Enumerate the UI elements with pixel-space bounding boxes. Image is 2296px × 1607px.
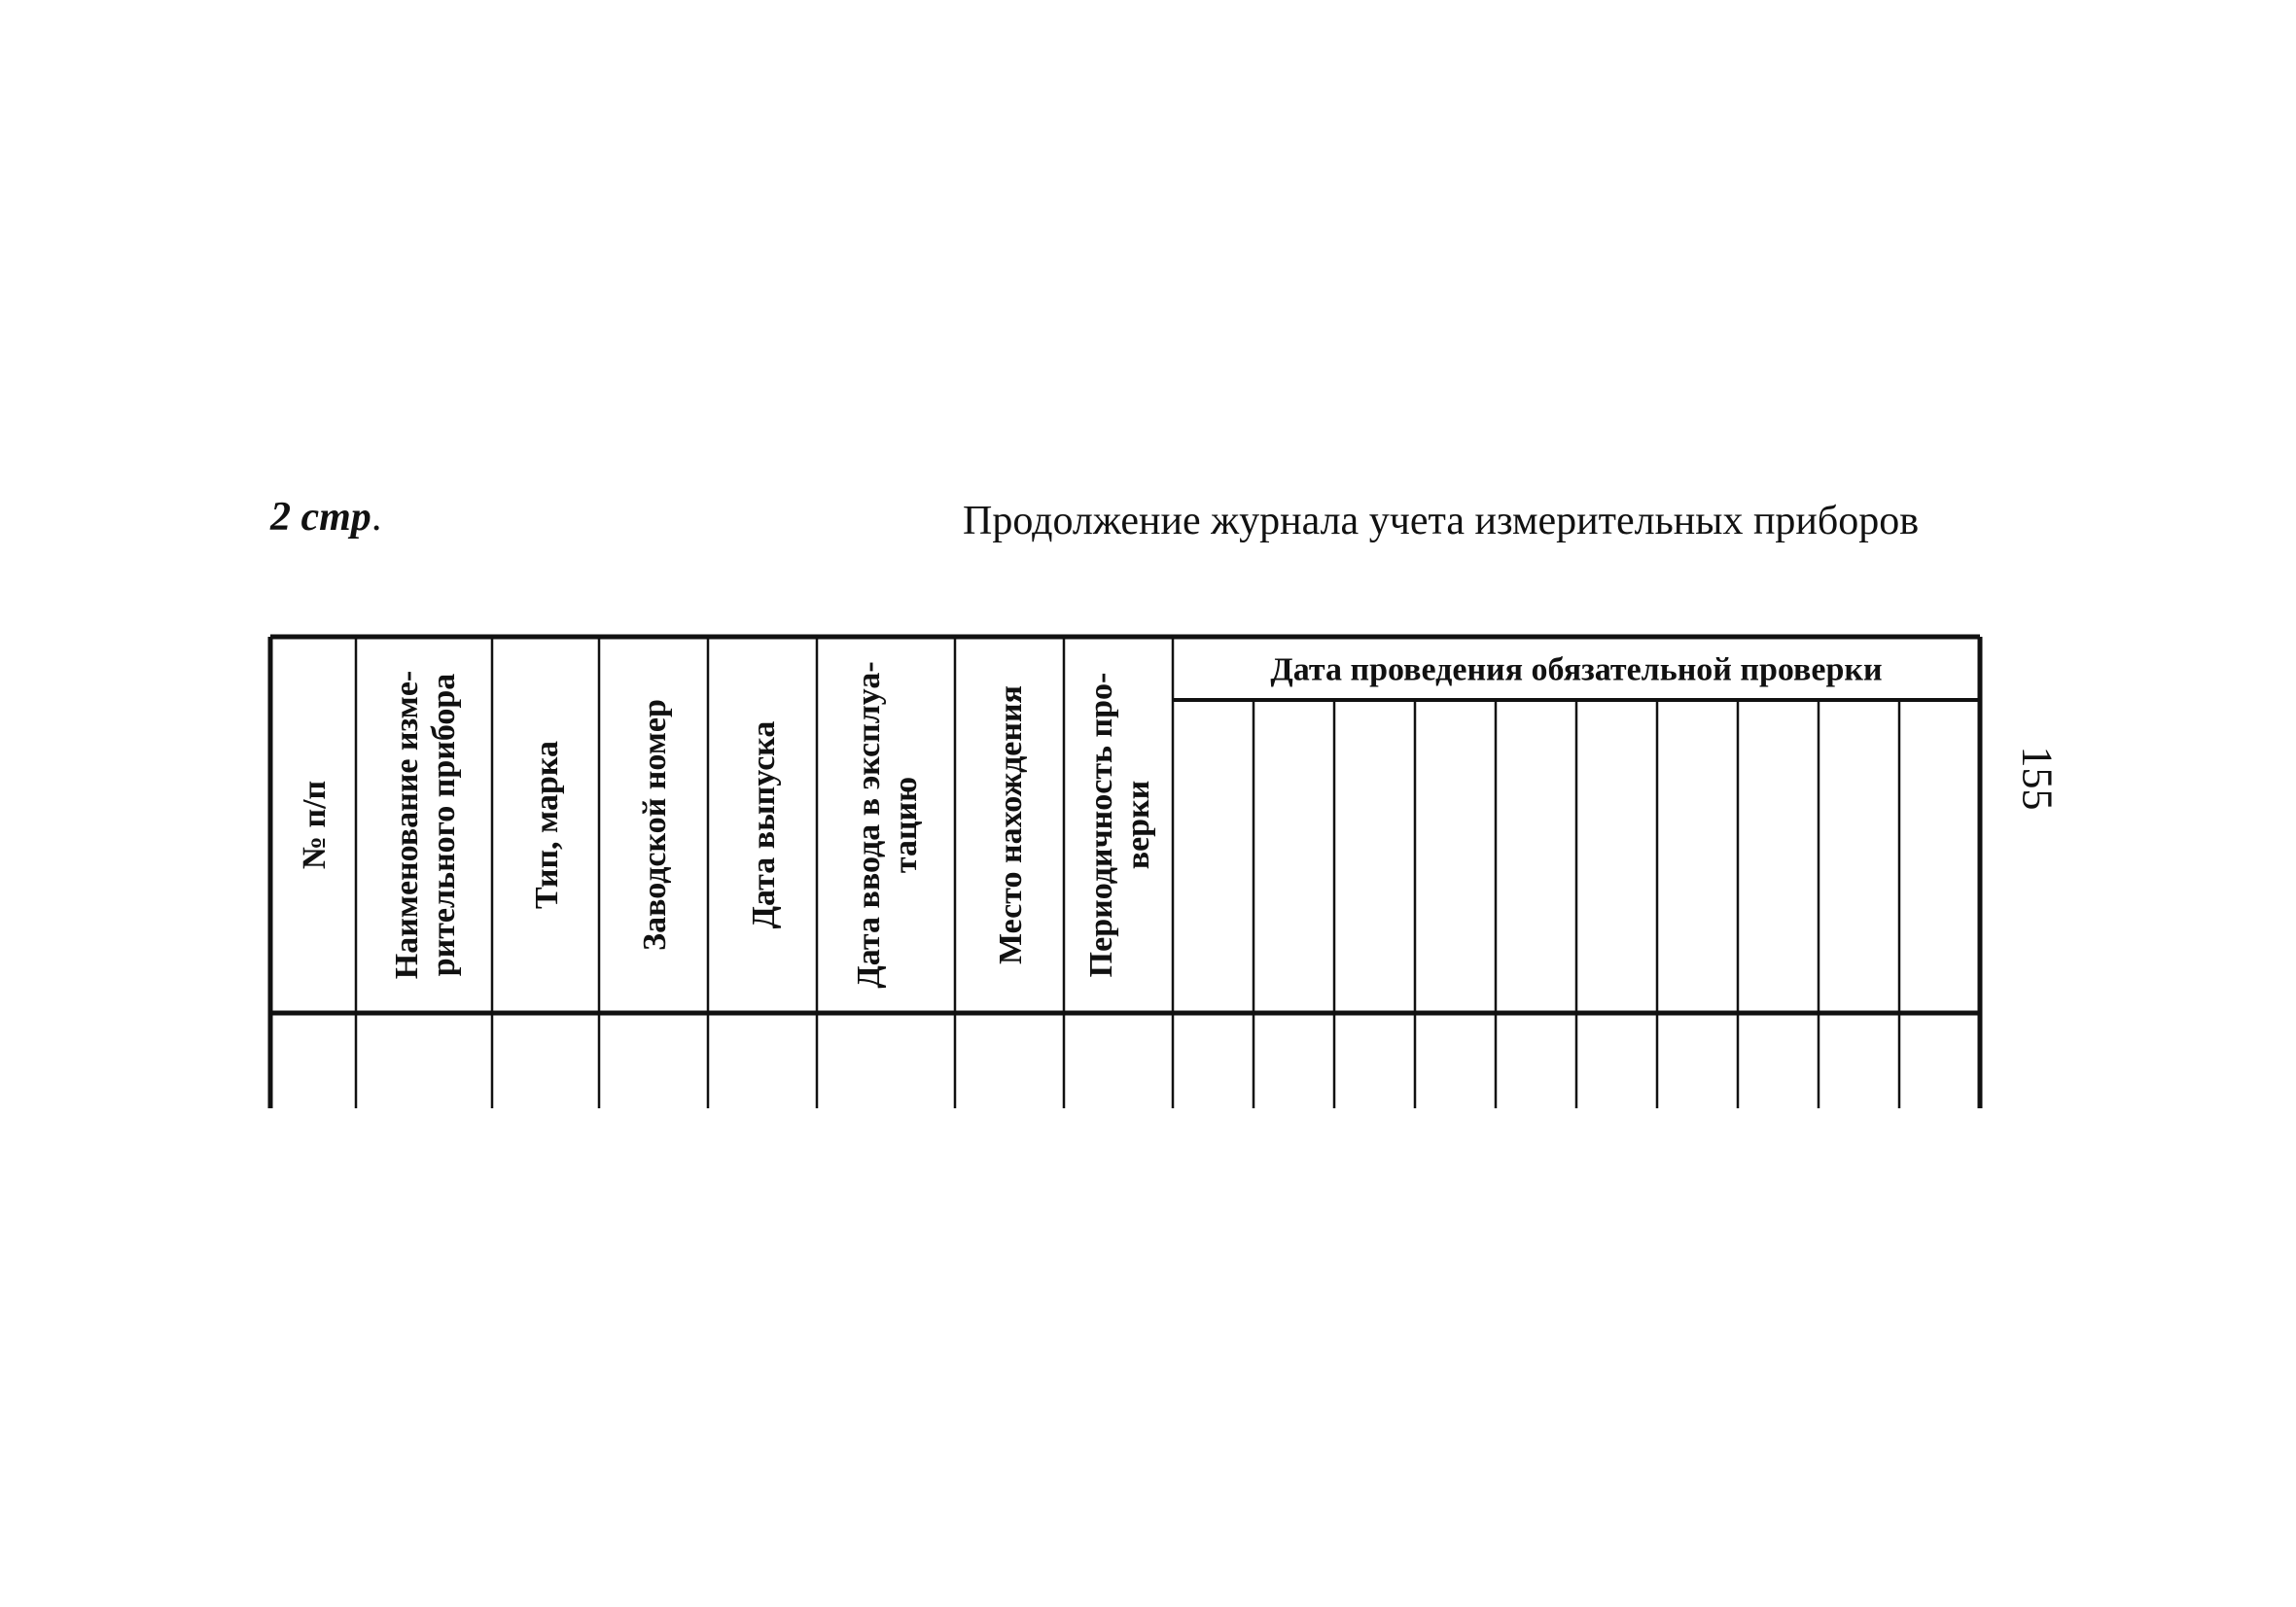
column-header-5 [746, 721, 782, 929]
column-header-line: Заводской номер [637, 699, 673, 951]
column-header-line: Тип, марка [529, 741, 565, 909]
page-label-dot: . [371, 495, 382, 540]
column-header-line: Периодичность про- [1083, 672, 1119, 978]
column-header-4 [637, 699, 673, 951]
column-header-2 [389, 671, 462, 980]
document-title: Продолжение журнала учета измерительных приборов [963, 499, 1920, 543]
page-number: 155 [2013, 746, 2062, 811]
column-header-1 [297, 781, 333, 869]
column-header-line: тацию [888, 776, 924, 874]
column-header-line: Место нахождения [993, 685, 1029, 964]
column-header-line: Наименование изме- [389, 670, 425, 980]
column-header-line: № п/п [297, 780, 333, 870]
column-header-7 [993, 685, 1029, 964]
column-header-line: рительного прибора [426, 673, 462, 977]
group-header-title: Дата проведения обязательной проверки [1270, 651, 1883, 688]
column-header-line: Дата выпуска [746, 720, 782, 929]
column-header-line: верки [1120, 780, 1156, 870]
column-header-3 [529, 741, 565, 909]
page-label-text: 2 стр [270, 495, 371, 540]
column-header-6 [851, 661, 924, 988]
column-header-line: Дата ввода в эксплуа- [851, 661, 887, 989]
column-header-8 [1083, 673, 1156, 978]
